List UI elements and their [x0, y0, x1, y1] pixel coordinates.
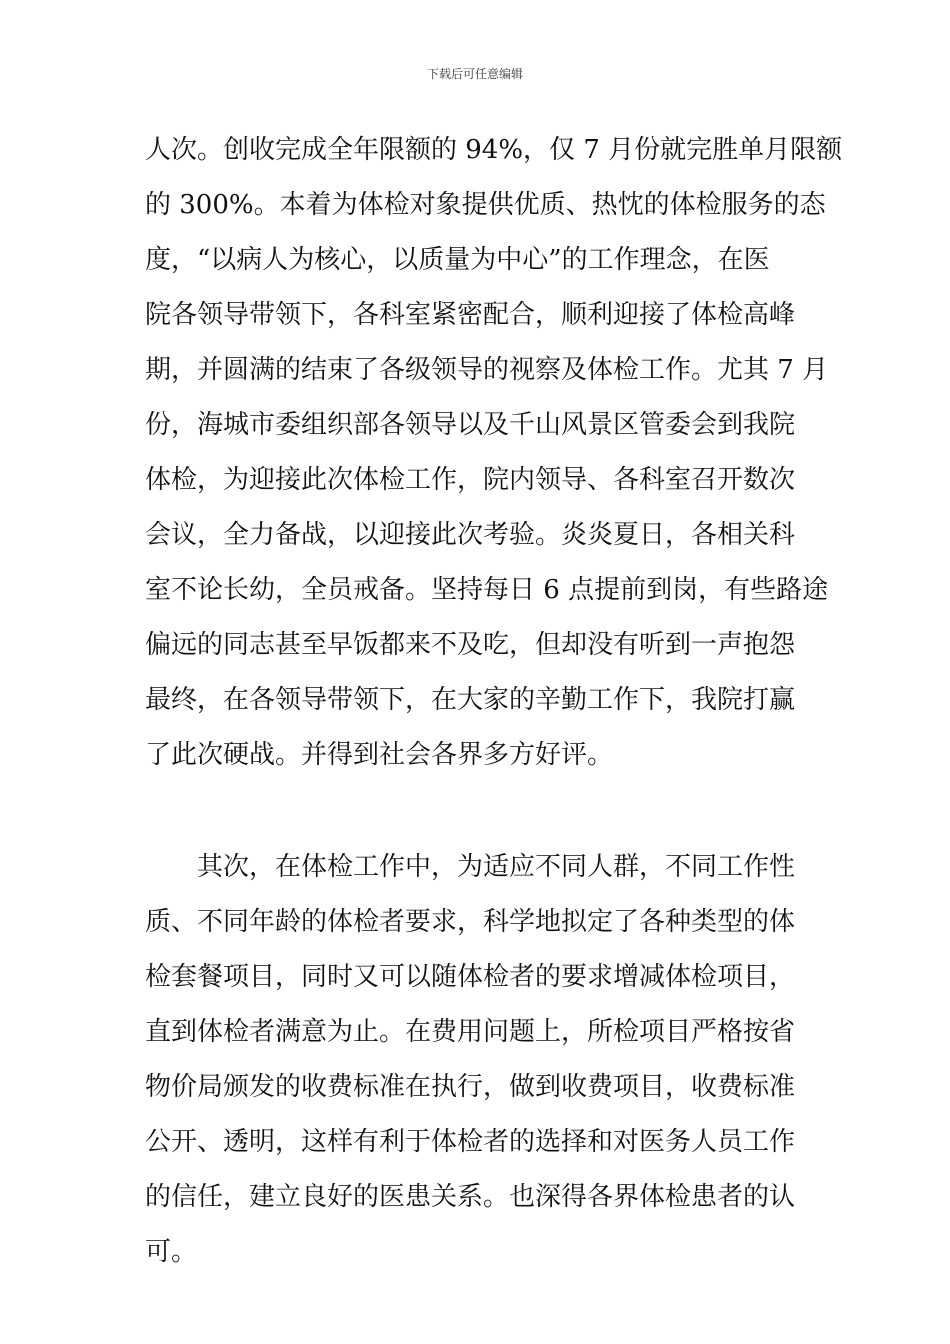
text-line: 室不论长幼，全员戒备。坚持每日 6 点提前到岗，有些路途 [145, 575, 829, 605]
text-line: 会议，全力备战，以迎接此次考验。炎炎夏日，各相关科 [145, 520, 796, 550]
text-line: 其次，在体检工作中，为适应不同人群，不同工作性 [145, 852, 796, 882]
text-line: 公开、透明，这样有利于体检者的选择和对医务人员工作 [145, 1127, 796, 1157]
text-line: 人次。创收完成全年限额的 94%，仅 7 月份就完胜单月限额 [145, 135, 843, 165]
text-line: 物价局颁发的收费标准在执行，做到收费项目，收费标准 [145, 1072, 796, 1102]
text-line: 可。 [145, 1237, 198, 1267]
page-header: 下载后可任意编辑 [426, 67, 523, 81]
text-line: 的 300%。本着为体检对象提供优质、热忱的体检服务的态 [145, 190, 826, 220]
text-line: 的信任，建立良好的医患关系。也深得各界体检患者的认 [145, 1182, 796, 1212]
text-line: 直到体检者满意为止。在费用问题上，所检项目严格按省 [145, 1017, 796, 1047]
text-line: 了此次硬战。并得到社会各界多方好评。 [145, 740, 614, 770]
paragraph-spacer [145, 788, 810, 845]
text-line: 检套餐项目，同时又可以随体检者的要求增减体检项目， [145, 962, 796, 992]
document-body [145, 128, 843, 1285]
text-line: 偏远的同志甚至早饭都来不及吃，但却没有听到一声抱怨 [145, 630, 796, 660]
text-line: 院各领导带领下，各科室紧密配合，顺利迎接了体检高峰 [145, 300, 796, 330]
text-line: 最终，在各领导带领下，在大家的辛勤工作下，我院打赢 [145, 685, 796, 715]
text-line: 期，并圆满的结束了各级领导的视察及体检工作。尤其 7 月 [145, 355, 829, 385]
paragraph-2 [145, 845, 810, 1274]
text-line: 质、不同年龄的体检者要求，科学地拟定了各种类型的体 [145, 907, 796, 937]
paragraph-1 [145, 128, 843, 777]
text-line: 体检，为迎接此次体检工作，院内领导、各科室召开数次 [145, 465, 796, 495]
text-line: 份，海城市委组织部各领导以及千山风景区管委会到我院 [145, 410, 796, 440]
text-line: 度，“以病人为核心，以质量为中心”的工作理念，在医 [145, 245, 770, 275]
